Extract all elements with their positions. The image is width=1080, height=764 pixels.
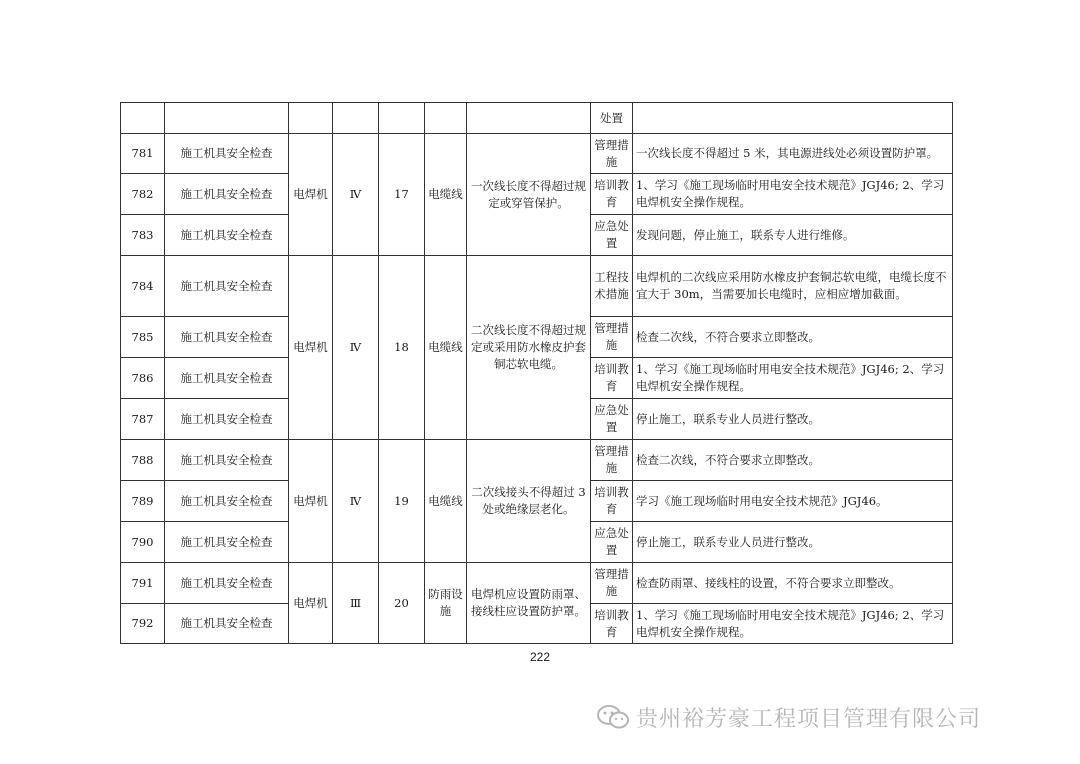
measure-type-cell: 处置 <box>591 103 633 134</box>
row-id-cell: 791 <box>121 563 165 604</box>
row-id-cell: 784 <box>121 256 165 317</box>
measure-type-cell: 培训教育 <box>591 481 633 522</box>
hazard-number-cell: 18 <box>379 256 425 440</box>
measure-text-cell: 检查二次线，不符合要求立即整改。 <box>633 440 953 481</box>
hazard-description-cell: 二次线接头不得超过 3 处或绝缘层老化。 <box>467 440 591 563</box>
wechat-icon <box>596 704 630 730</box>
hazard-part-cell: 电缆线 <box>425 134 467 256</box>
hazard-description-cell: 二次线长度不得超过规定或采用防水橡皮护套铜芯软电缆。 <box>467 256 591 440</box>
measure-text-cell: 1、学习《施工现场临时用电安全技术规范》JGJ46; 2、学习电焊机安全操作规程。 <box>633 358 953 399</box>
measure-type-cell: 工程技术措施 <box>591 256 633 317</box>
measure-type-cell: 管理措施 <box>591 563 633 604</box>
page-number: 222 <box>529 650 551 664</box>
row-id-cell: 792 <box>121 604 165 644</box>
hazard-description-cell: 电焊机应设置防雨罩、接线柱应设置防护罩。 <box>467 563 591 644</box>
measure-text-cell: 1、学习《施工现场临时用电安全技术规范》JGJ46; 2、学习电焊机安全操作规程。 <box>633 604 953 644</box>
row-id-cell: 781 <box>121 134 165 174</box>
cell-blank <box>333 103 379 134</box>
measure-type-cell: 管理措施 <box>591 317 633 358</box>
row-id-cell: 783 <box>121 215 165 256</box>
row-id-cell: 785 <box>121 317 165 358</box>
cell-blank <box>289 103 333 134</box>
risk-level-cell: Ⅲ <box>333 563 379 644</box>
risk-level-cell: Ⅳ <box>333 440 379 563</box>
check-item-cell: 施工机具安全检查 <box>165 522 289 563</box>
measure-text-cell: 1、学习《施工现场临时用电安全技术规范》JGJ46; 2、学习电焊机安全操作规程。 <box>633 174 953 215</box>
measure-type-cell: 管理措施 <box>591 134 633 174</box>
cell-blank <box>165 103 289 134</box>
row-id-cell: 788 <box>121 440 165 481</box>
measure-type-cell: 培训教育 <box>591 604 633 644</box>
table-row <box>121 134 953 174</box>
check-item-cell: 施工机具安全检查 <box>165 358 289 399</box>
measure-text-cell: 检查二次线，不符合要求立即整改。 <box>633 317 953 358</box>
hazard-part-cell: 电缆线 <box>425 440 467 563</box>
hazard-description-cell: 一次线长度不得超过规定或穿管保护。 <box>467 134 591 256</box>
measure-text-cell <box>633 103 953 134</box>
measure-type-cell: 管理措施 <box>591 440 633 481</box>
equipment-name-cell: 电焊机 <box>289 256 333 440</box>
measure-text-cell: 检查防雨罩、接线柱的设置，不符合要求立即整改。 <box>633 563 953 604</box>
check-item-cell: 施工机具安全检查 <box>165 604 289 644</box>
risk-level-cell: Ⅳ <box>333 256 379 440</box>
measure-type-cell: 应急处置 <box>591 399 633 440</box>
row-id-cell: 786 <box>121 358 165 399</box>
measure-type-cell: 应急处置 <box>591 215 633 256</box>
table-row <box>121 563 953 604</box>
equipment-name-cell: 电焊机 <box>289 440 333 563</box>
check-item-cell: 施工机具安全检查 <box>165 440 289 481</box>
measure-type-cell: 应急处置 <box>591 522 633 563</box>
measure-text-cell: 一次线长度不得超过 5 米，其电源进线处必须设置防护罩。 <box>633 134 953 174</box>
cell-blank <box>467 103 591 134</box>
row-id-cell: 789 <box>121 481 165 522</box>
check-item-cell: 施工机具安全检查 <box>165 134 289 174</box>
check-item-cell: 施工机具安全检查 <box>165 563 289 604</box>
measure-text-cell: 停止施工，联系专业人员进行整改。 <box>633 399 953 440</box>
risk-level-cell: Ⅳ <box>333 134 379 256</box>
measure-type-cell: 培训教育 <box>591 358 633 399</box>
check-item-cell: 施工机具安全检查 <box>165 174 289 215</box>
measure-type-cell: 培训教育 <box>591 174 633 215</box>
equipment-name-cell: 电焊机 <box>289 134 333 256</box>
hazard-part-cell: 防雨设施 <box>425 563 467 644</box>
measure-text-cell: 发现问题，停止施工，联系专人进行维修。 <box>633 215 953 256</box>
equipment-name-cell: 电焊机 <box>289 563 333 644</box>
hazard-part-cell: 电缆线 <box>425 256 467 440</box>
measure-text-cell: 停止施工，联系专业人员进行整改。 <box>633 522 953 563</box>
table-row <box>121 440 953 481</box>
check-item-cell: 施工机具安全检查 <box>165 481 289 522</box>
hazard-number-cell: 17 <box>379 134 425 256</box>
table-row-header <box>121 103 953 134</box>
cell-blank <box>425 103 467 134</box>
watermark <box>596 700 981 734</box>
check-item-cell: 施工机具安全检查 <box>165 256 289 317</box>
table-row <box>121 256 953 317</box>
row-id-cell: 790 <box>121 522 165 563</box>
check-item-cell: 施工机具安全检查 <box>165 215 289 256</box>
watermark-text: 贵州裕芳豪工程项目管理有限公司 <box>636 706 982 732</box>
measure-text-cell: 学习《施工现场临时用电安全技术规范》JGJ46。 <box>633 481 953 522</box>
check-item-cell: 施工机具安全检查 <box>165 399 289 440</box>
cell-blank <box>121 103 165 134</box>
hazard-number-cell: 20 <box>379 563 425 644</box>
measure-text-cell: 电焊机的二次线应采用防水橡皮护套铜芯软电缆，电缆长度不宜大于 30m，当需要加长电缆时，应相应增加截面。 <box>633 256 953 317</box>
cell-blank <box>379 103 425 134</box>
table-body <box>121 103 953 644</box>
check-item-cell: 施工机具安全检查 <box>165 317 289 358</box>
row-id-cell: 782 <box>121 174 165 215</box>
hazard-table <box>120 102 953 644</box>
row-id-cell: 787 <box>121 399 165 440</box>
hazard-number-cell: 19 <box>379 440 425 563</box>
